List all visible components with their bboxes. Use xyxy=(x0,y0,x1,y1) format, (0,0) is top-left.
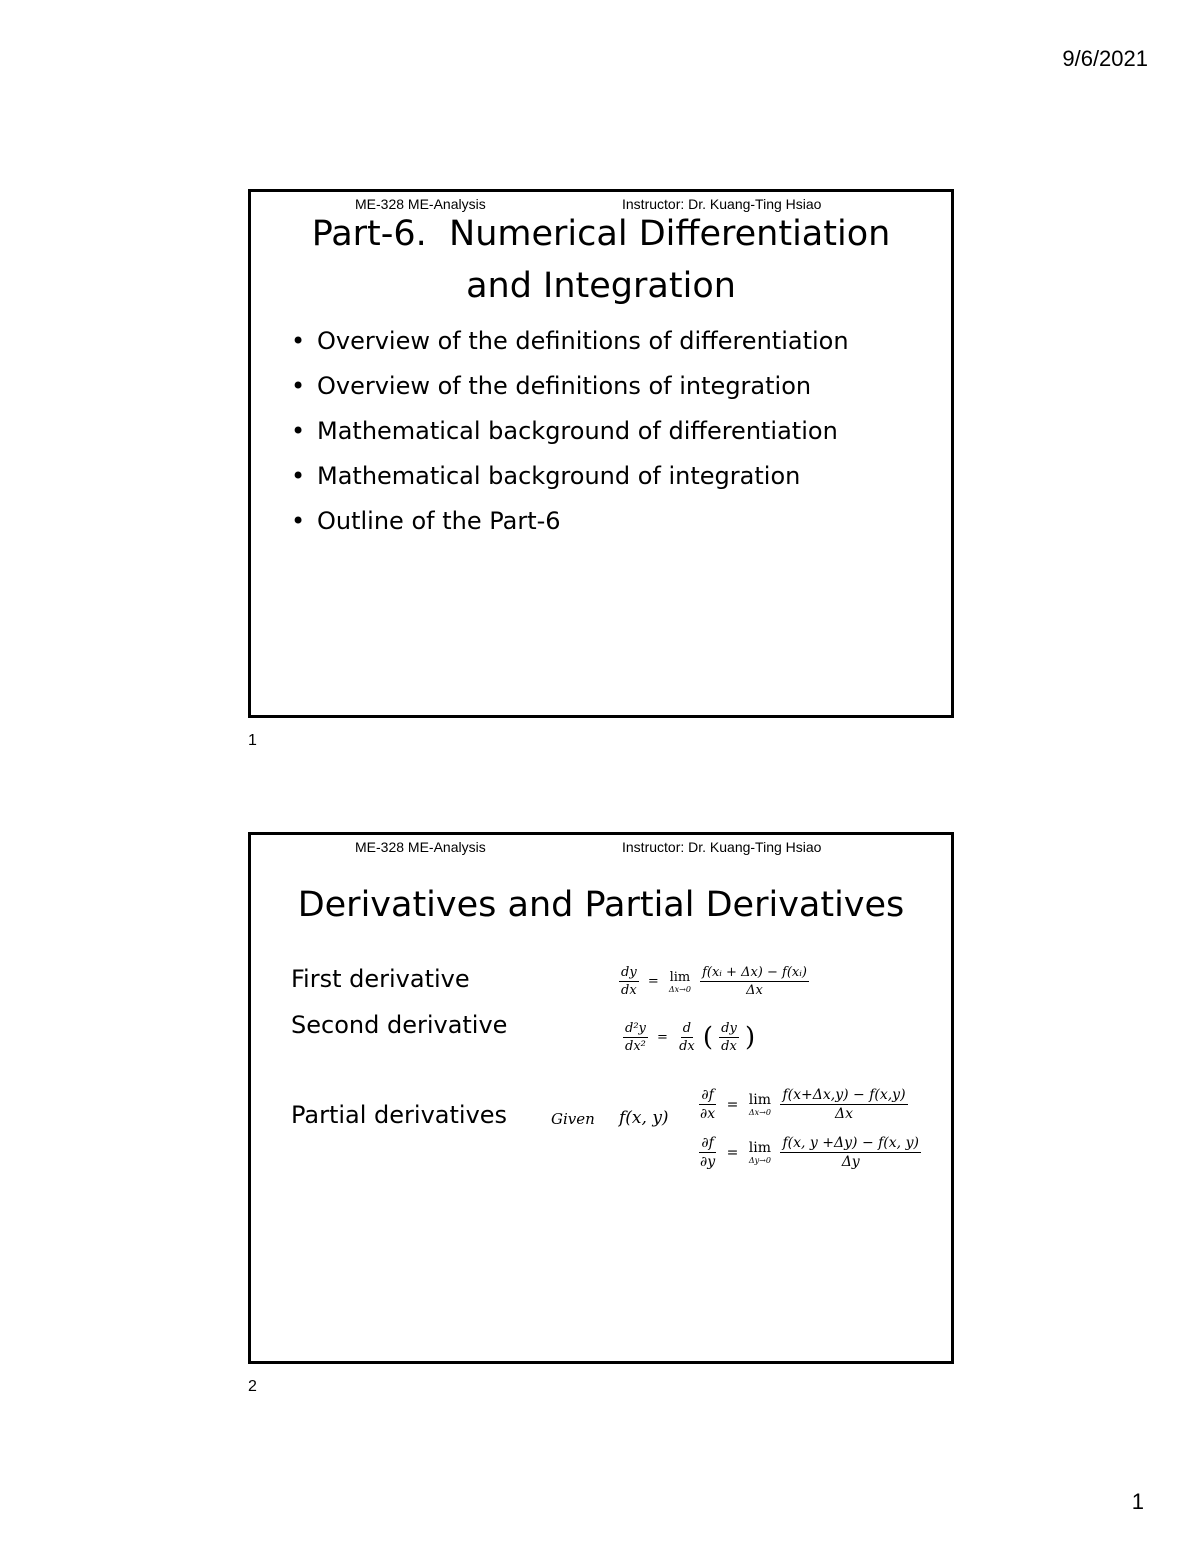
bullet-text: Overview of the definitions of differentiation xyxy=(317,327,849,355)
right-paren: ) xyxy=(744,1022,756,1053)
print-date: 9/6/2021 xyxy=(1062,46,1148,71)
bullet-icon: • xyxy=(291,507,306,535)
equals-sign: = xyxy=(647,974,659,989)
limit-text: lim xyxy=(669,969,691,985)
given-text: Given xyxy=(551,1110,595,1128)
lhs-numerator: ∂f xyxy=(701,1087,714,1103)
partial-derivatives-label: Partial derivatives xyxy=(291,1101,508,1129)
partial-x-equation xyxy=(696,1087,910,1122)
given-function: f(x, y) xyxy=(619,1108,669,1128)
first-derivative-label: First derivative xyxy=(291,965,470,993)
slide-title: Derivatives and Partial Derivatives xyxy=(297,885,905,925)
slide-number: 1 xyxy=(248,732,257,749)
partial-y-equation xyxy=(696,1135,923,1170)
course-header: ME-328 ME-Analysis xyxy=(355,839,486,855)
list-item xyxy=(291,499,849,544)
limit xyxy=(669,970,691,994)
lhs-denominator: ∂y xyxy=(700,1154,716,1170)
lhs-fraction xyxy=(698,1135,717,1170)
bullet-text: Mathematical background of integration xyxy=(317,462,801,490)
list-item xyxy=(291,409,849,454)
second-derivative-equation xyxy=(621,1021,755,1054)
rhs-numerator: f(x, y +Δy) − f(x, y) xyxy=(782,1135,919,1151)
lhs-numerator: ∂f xyxy=(701,1135,714,1151)
bullet-icon: • xyxy=(291,417,306,445)
bullet-icon: • xyxy=(291,462,306,490)
equals-sign: = xyxy=(726,1144,739,1161)
limit-subscript: Δx→0 xyxy=(668,984,691,994)
slide-number: 2 xyxy=(248,1378,257,1395)
limit xyxy=(749,1092,771,1117)
limit-subscript: Δy→0 xyxy=(748,1156,771,1165)
lhs-denominator: ∂x xyxy=(700,1106,716,1122)
limit-text: lim xyxy=(748,1140,772,1156)
equals-sign: = xyxy=(657,1030,668,1045)
slide-1 xyxy=(248,189,954,718)
limit-subscript: Δx→0 xyxy=(748,1108,771,1117)
lhs-fraction xyxy=(619,965,639,998)
operator-numerator: d xyxy=(682,1021,692,1036)
bullet-icon: • xyxy=(291,327,306,355)
limit-text: lim xyxy=(748,1092,772,1108)
instructor-header: Instructor: Dr. Kuang-Ting Hsiao xyxy=(622,839,822,855)
rhs-denominator: Δx xyxy=(835,1106,854,1122)
slide-title-line-1: Part-6. Numerical Differentiation xyxy=(311,214,891,254)
lhs-denominator: dx² xyxy=(625,1039,646,1054)
rhs-denominator: Δy xyxy=(841,1154,860,1170)
first-derivative-equation xyxy=(617,965,811,998)
lhs-fraction xyxy=(623,1021,648,1054)
bullet-list xyxy=(291,319,849,544)
second-derivative-label: Second derivative xyxy=(291,1011,508,1039)
lhs-fraction xyxy=(698,1087,717,1122)
slide-title xyxy=(251,208,951,312)
slide-2 xyxy=(248,832,954,1364)
rhs-fraction xyxy=(780,1087,907,1122)
equals-sign: = xyxy=(726,1096,739,1113)
inner-fraction xyxy=(719,1021,739,1054)
bullet-text: Outline of the Part-6 xyxy=(317,507,561,535)
list-item xyxy=(291,319,849,364)
lhs-numerator: dy xyxy=(621,965,637,980)
operator-fraction xyxy=(677,1021,697,1054)
rhs-fraction xyxy=(780,1135,920,1170)
lhs-numerator: d²y xyxy=(625,1021,646,1036)
inner-numerator: dy xyxy=(721,1021,737,1036)
bullet-text: Overview of the definitions of integration xyxy=(317,372,812,400)
slide-title-line-2: and Integration xyxy=(466,266,736,306)
list-item xyxy=(291,454,849,499)
left-paren: ( xyxy=(702,1022,714,1053)
rhs-numerator: f(x+Δx,y) − f(x,y) xyxy=(782,1087,906,1103)
list-item xyxy=(291,364,849,409)
bullet-text: Mathematical background of differentiation xyxy=(317,417,838,445)
page-number: 1 xyxy=(1131,1489,1144,1514)
inner-denominator: dx xyxy=(721,1039,737,1054)
limit xyxy=(749,1140,771,1165)
course-header: ME-328 ME-Analysis xyxy=(355,196,486,212)
instructor-header: Instructor: Dr. Kuang-Ting Hsiao xyxy=(622,196,822,212)
rhs-denominator: Δx xyxy=(746,983,763,998)
rhs-fraction xyxy=(700,965,809,998)
bullet-icon: • xyxy=(291,372,306,400)
rhs-numerator: f(xᵢ + Δx) − f(xᵢ) xyxy=(702,965,807,980)
lhs-denominator: dx xyxy=(621,983,637,998)
operator-denominator: dx xyxy=(679,1039,695,1054)
